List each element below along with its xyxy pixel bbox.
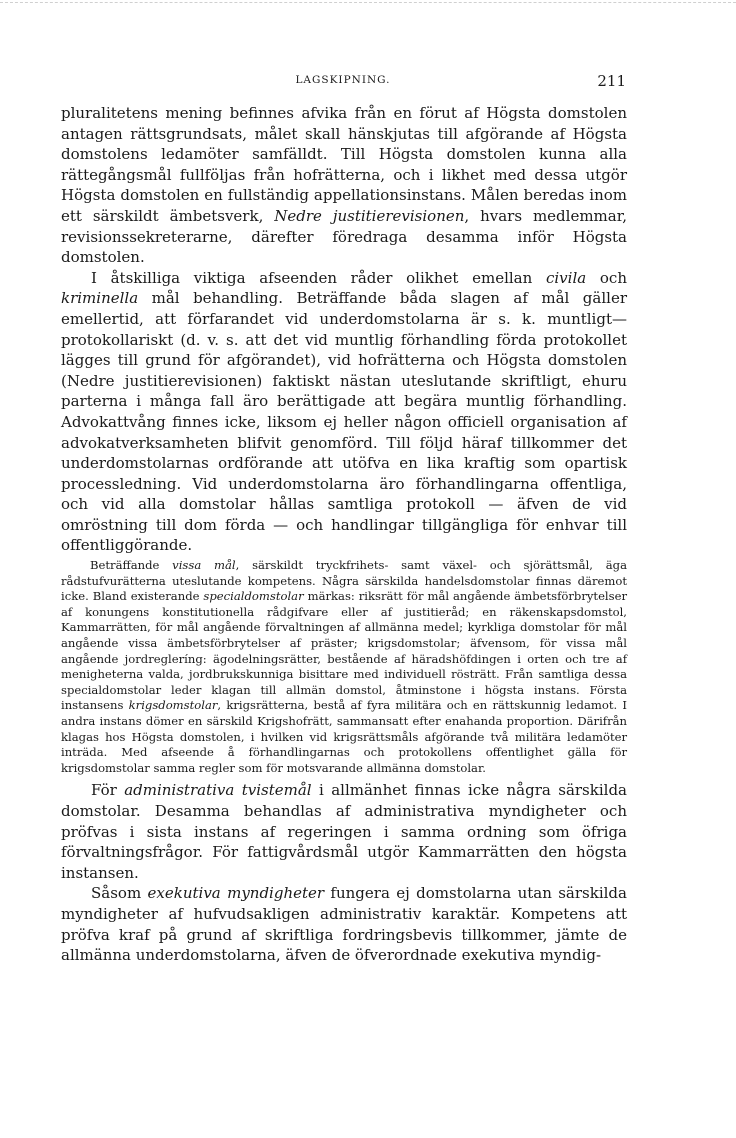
- page-number: 211: [597, 72, 626, 90]
- paragraph-civil-criminal: I åtskilliga viktiga afseenden råder olikhet emellan civila och kriminella mål behandling. Beträffande båda slagen af mål gäller emellertid, att förfarandet vid underdomstolarna är s. k. muntligt—protokollariskt (d. v. s. att det vid muntlig förhandling förda protokollet lägges till grund för afgörandet), vid hofrätterna och Högsta domstolen (Nedre justitierevisionen) faktiskt nästan uteslutande skriftligt, ehuru parterna i många fall äro berättigade att begära muntlig förhandling. Advokattvång finnes icke, liksom ej heller någon officiell organisation af advokatverksamheten blifvit genomförd. Till följd häraf tillkommer det underdomstolarnas ordförande att utöfva en lika kraftig som opartisk processledning. Vid underdomstolarna äro förhandlingarna offentliga, och vid alla domstolar hållas samtliga protokoll — äfven de vid omröstning till dom förda — och handlingar tillgängliga för enhvar till offentliggörande.: [61, 268, 627, 555]
- emphasis-term: civila: [545, 268, 587, 287]
- emphasis-term: Nedre justitierevisionen: [274, 206, 465, 225]
- emphasis-term: krigsdomstolar: [128, 698, 218, 713]
- emphasis-term: administrativa tvistemål: [124, 781, 312, 800]
- emphasis-term: kriminella: [61, 289, 139, 308]
- page-header: [60, 74, 626, 94]
- emphasis-term: vissa mål: [172, 558, 236, 573]
- scan-edge-line: [0, 2, 736, 6]
- emphasis-term: specialdomstolar: [203, 589, 304, 604]
- paragraph-supreme-court: pluralitetens mening befinnes afvika från en förut af Högsta domstolen antagen rättsgrundsats, målet skall hänskjutas till afgörande af Högsta domstolens ledamöter samfälldt. Till Högsta domstolen kunna alla rättegångsmål fullföljas från hofrätterna, och i likhet med dessa utgör Högsta domstolen en fullständig appellationsinstans. Målen beredas inom ett särskildt ämbetsverk, Nedre justitierevisionen, hvars medlemmar, revisionssekreterarne, därefter föredraga desamma inför Högsta domstolen.: [61, 104, 628, 267]
- paragraph-administrative: För administrativa tvistemål i allmänhet finnas icke några särskilda domstolar. Desamma behandlas af administrativa myndigheter och pröfvas i sista instans af regeringen i samma ordning som öfriga förvaltningsfrågor. För fattigvårdsmål utgör Kammarrätten den högsta instansen.: [61, 781, 627, 882]
- small-print-block: [61, 558, 627, 776]
- body-text: [61, 103, 627, 966]
- emphasis-term: exekutiva myndigheter: [147, 884, 325, 903]
- running-title: LAGSKIPNING.: [295, 74, 391, 86]
- paragraph-executive: Såsom exekutiva myndigheter fungera ej domstolarna utan särskilda myndigheter af hufvudsakligen administrativ karaktär. Kompetens att pröfva kraf på grund af skriftliga fordringsbevis tillkommer, jämte de allmänna underdomstolarna, äfven de öfverordnade exekutiva myndig-: [61, 884, 627, 965]
- paragraph-special-courts: Beträffande vissa mål, särskildt tryckfrihets- samt växel- och sjörättsmål, äga rådstufvurätterna uteslutande kompetens. Några särskilda handelsdomstolar finnas däremot icke. Bland existerande specialdomstolar märkas: riksrätt för mål angående ämbetsförbrytelser af konungens konstitutionella rådgifvare eller af justitieråd; en räkenskapsdomstol, Kammarrätten, för mål angående förvaltningen af allmänna medel; kyrkliga domstolar för mål angående vissa ämbetsförbrytelser af präster; krigsdomstolar; äfvensom, för vissa mål angående jordregleríng: ägodelningsrätter, bestående af häradshöfdingen i orten och tre af menigheterna valda, jordbrukskunniga bisittare med individuell rösträtt. Från samtliga dessa specialdomstolar leder klagan till allmän domstol, åtminstone i högsta instans. Första instansens krigsdomstolar, krigsrätterna, bestå af fyra militära och en rättskunnig ledamot. I andra instans dömer en särskild Krigshofrätt, sammansatt efter enahanda proportion. Därifrån klagas hos Högsta domstolen, i hvilken vid krigsrättsmåls afgörande två militära ledamöter inträda. Med afseende å förhandlingarnas och protokollens offentlighet gälla för krigsdomstolar samma regler som för motsvarande allmänna domstolar.: [61, 558, 628, 775]
